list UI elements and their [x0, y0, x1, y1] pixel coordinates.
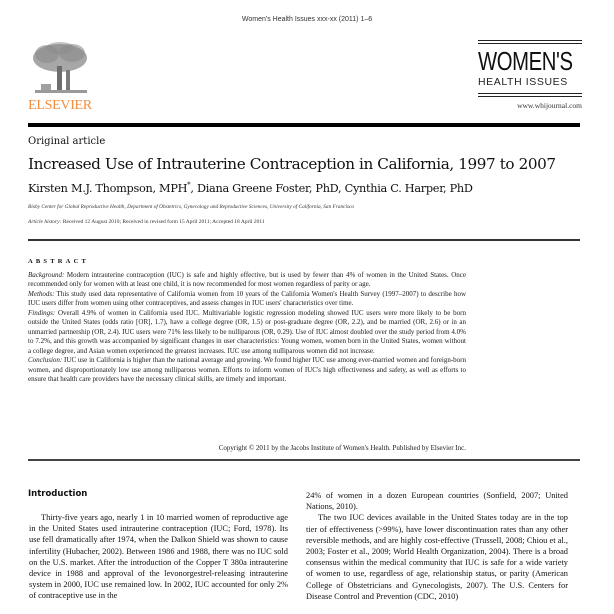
abstract-findings [28, 309, 466, 356]
abstract-section-label: Background: [28, 271, 65, 279]
article-history [28, 219, 265, 225]
abstract-section-text: Modern intrauterine contraception (IUC) is safe and highly effective, but is used by fewer than 4% of women in the United States. Once recommended only for women with at least one child, it is now recommended for most women regardless of parity or age. [28, 271, 466, 289]
abstract-heading: ABSTRACT [28, 258, 89, 265]
author-name[interactable]: Kirsten M.J. Thompson, MPH [28, 181, 188, 195]
abstract-section-text: Overall 4.9% of women in California used IUC. Multivariable logistic regression modeling showed IUC users were more likely to be born outside the United States (odds ratio [OR], 1.7), have a college degree (OR, 1.5) or post-graduate degree (OR, 2.2), and be married (OR, 2.6) or in an unmarried partnership (OR, 2.4). IUC users were 71% less likely to be nulliparous (OR, 0.29). Use of IUC almost doubled over the study period from 4.0% to 7.2%, and this growth was accompanied by significant changes in user characteristics: Young women, women born in the United States, women without a college degree, and Asian women experienced the greatest increases. IUC use among nulliparous women did not increase. [28, 308, 466, 355]
body-paragraph: 24% of women in a dozen European countries (Sonfield, 2007; United Nations, 2010). [306, 491, 568, 512]
body-paragraph: The two IUC devices available in the United States today are in the top tier of effectiveness (>99%), have lower discontinuation rates than any other reversible methods, and are highly cost-effective (Trussell, 2008; Chiou et al., 2003; Foster et al., 2009; World Health Organization, 2004). There is a broad consensus within the medical community that IUC is safe for a wide variety of women to use, regardless of age, relationship status, or parity (American College of Obstetricians and Gynecologists, 2007). The U.S. Centers for Disease Control and Prevention (CDC, 2010) [306, 513, 568, 601]
journal-logo-title: WOMEN'S [478, 46, 573, 76]
journal-logo-subtitle: HEALTH ISSUES [478, 76, 568, 88]
logo-rule [478, 93, 582, 94]
section-heading-introduction: Introduction [28, 489, 88, 499]
journal-logo[interactable] [478, 40, 582, 110]
logo-rule [478, 96, 582, 97]
body-column-left [29, 512, 288, 602]
journal-citation: Women's Health Issues xxx-xx (2011) 1–6 [241, 16, 373, 23]
abstract-section-label: Conclusion: [28, 356, 63, 365]
journal-url-link[interactable]: www.whijournal.com [517, 101, 582, 110]
abstract-section-label: Findings: [28, 308, 56, 317]
elsevier-logo[interactable] [27, 40, 93, 114]
body-column-right [306, 490, 568, 602]
article-history-dates: Received 12 August 2010; Received in revised form 15 April 2011; Accepted 18 April 2011 [61, 219, 265, 225]
abstract-section-text: IUC use in California is higher than the national average and growing. We found higher IUC use among ever-married women and foreign-born women, and disproportionately low use among nulliparous women. Efforts to inform women of IUC's high effectiveness and safety, as well as efforts to ensure that health care providers have the necessary clinical skills, are timely and important. [28, 356, 466, 383]
abstract-background [28, 271, 466, 290]
abstract-section-label: Methods: [28, 289, 55, 298]
body-paragraph: Thirty-five years ago, nearly 1 in 10 married women of reproductive age in the United States used intrauterine contraception (IUC; Ford, 1978). Its use fell dramatically after 1974, when the Dalkon Shield was shown to cause infertility (Hubacher, 2002). Between 1986 and 1988, there was no IUC sold on the U.S. market. After the introduction of the Copper T 380a intrauterine device in 1988 and approval of the levonorgestrel-releasing intrauterine system in 2000, IUC use remained low. In 2002, IUC accounted for only 2% of contraceptive use in the [29, 513, 288, 601]
article-title: Increased Use of Intrauterine Contraception in California, 1997 to 2007 [28, 155, 556, 173]
abstract-conclusion [28, 356, 466, 384]
author-list [28, 181, 473, 195]
elsevier-tree-icon [27, 40, 93, 98]
abstract-top-divider [28, 239, 580, 241]
logo-rule [478, 43, 582, 44]
abstract-bottom-divider [28, 459, 580, 461]
affiliation: Bixby Center for Global Reproductive Health, Department of Obstetrics, Gynecology and Reproductive Sciences, University of California, San Francisco [28, 204, 355, 210]
corresponding-author-marker[interactable]: * [187, 181, 191, 189]
abstract-body [28, 271, 466, 384]
elsevier-wordmark: ELSEVIER [28, 98, 92, 113]
copyright-notice: Copyright © 2011 by the Jacobs Institute of Women's Health. Published by Elsevier Inc. [218, 444, 466, 452]
article-history-label: Article history: [28, 219, 62, 225]
author-names-rest: , Diana Greene Foster, PhD, Cynthia C. Harper, PhD [190, 181, 473, 195]
abstract-section-text: This study used data representative of California women from 10 years of the California Women's Health Survey (1997–2007) to describe how IUC users differ from women using other contraceptives, and assess changes in IUC users' characteristics over time. [28, 289, 466, 308]
abstract-methods [28, 290, 466, 309]
logo-rule [478, 40, 582, 41]
article-type: Original article [28, 136, 106, 147]
header-divider [28, 123, 580, 127]
